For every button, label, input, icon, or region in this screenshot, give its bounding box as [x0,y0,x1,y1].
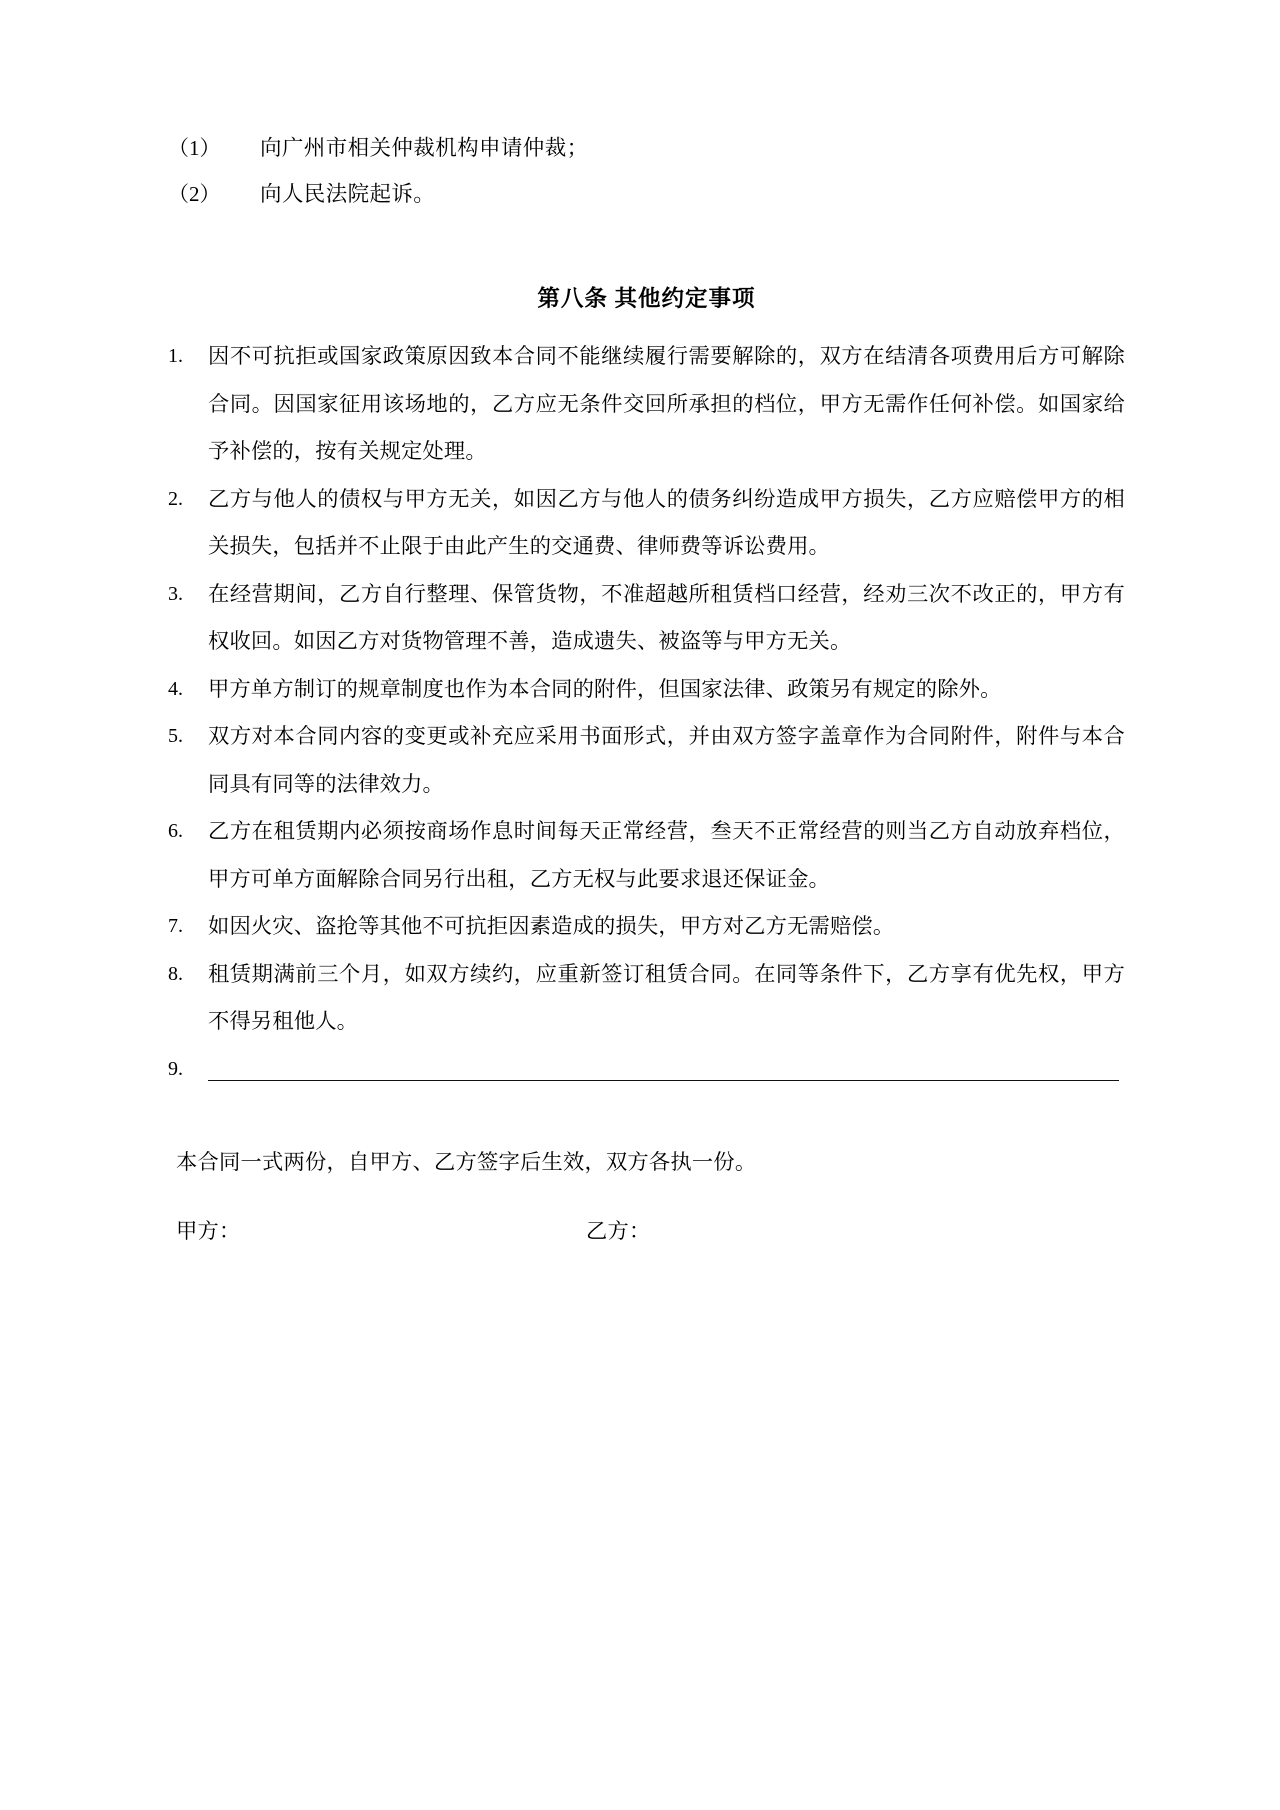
table-row [168,666,1125,714]
term-number: 8. [168,962,183,985]
subclause-text: 向人民法院起诉。 [260,182,436,206]
table-row [168,571,1125,666]
closing-statement: 本合同一式两份，自甲方、乙方签字后生效，双方各执一份。 [176,1150,757,1174]
term-text: 甲方单方制订的规章制度也作为本合同的附件，但国家法律、政策另有规定的除外。 [208,676,1002,701]
subclause-marker: （2） [168,182,221,206]
fill-in-rule [208,1080,1119,1081]
term-text: 乙方与他人的债权与甲方无关，如因乙方与他人的债务纠纷造成甲方损失，乙方应赔偿甲方的相关损失，包括并不止限于由此产生的交通费、律师费等诉讼费用。 [208,486,1125,558]
table-row [168,713,1125,808]
term-number: 4. [168,677,183,700]
list-item [168,171,1125,217]
table-row [168,808,1125,903]
term-text: 乙方在租赁期内必须按商场作息时间每天正常经营，叁天不正常经营的则当乙方自动放弃档位，甲方可单方面解除合同另行出租，乙方无权与此要求退还保证金。 [208,819,1125,891]
subclause-list [168,125,1125,217]
term-number: 2. [168,487,183,510]
term-text: 如因火灾、盗抢等其他不可抗拒因素造成的损失，甲方对乙方无需赔偿。 [208,914,895,938]
term-blank-fill-line[interactable] [208,1046,1125,1094]
table-row [168,1046,1125,1094]
subclause-marker: （1） [168,136,221,160]
term-number: 5. [168,725,183,747]
term-text: 租赁期满前三个月，如双方续约，应重新签订租赁合同。在同等条件下，乙方享有优先权，甲方不得另租他人。 [208,961,1125,1033]
table-row [168,951,1125,1046]
signature-row [168,1208,1125,1256]
term-number: 7. [168,915,183,937]
terms-list [168,333,1125,1093]
party-a-label: 甲方： [176,1218,241,1243]
term-number: 3. [168,582,183,605]
term-number: 1. [168,345,183,367]
term-text: 在经营期间，乙方自行整理、保管货物，不准超越所租赁档口经营，经劝三次不改正的，甲方有权收回。如因乙方对货物管理不善，造成遗失、被盗等与甲方无关。 [208,581,1125,653]
term-text: 双方对本合同内容的变更或补充应采用书面形式，并由双方签字盖章作为合同附件，附件与本合同具有同等的法律效力。 [208,724,1125,796]
term-text: 因不可抗拒或国家政策原因致本合同不能继续履行需要解除的，双方在结清各项费用后方可解除合同。因国家征用该场地的，乙方应无条件交回所承担的档位，甲方无需作任何补偿。如国家给予补偿的，按有关规定处理。 [208,344,1125,463]
table-row [168,903,1125,951]
term-number: 9. [168,1057,183,1080]
table-row [168,476,1125,571]
subclause-text: 向广州市相关仲裁机构申请仲裁； [260,136,589,160]
list-item [168,125,1125,171]
section-heading: 第八条 其他约定事项 [537,286,756,311]
table-row [168,333,1125,476]
term-number: 6. [168,820,183,842]
party-b-label: 乙方： [586,1218,651,1243]
